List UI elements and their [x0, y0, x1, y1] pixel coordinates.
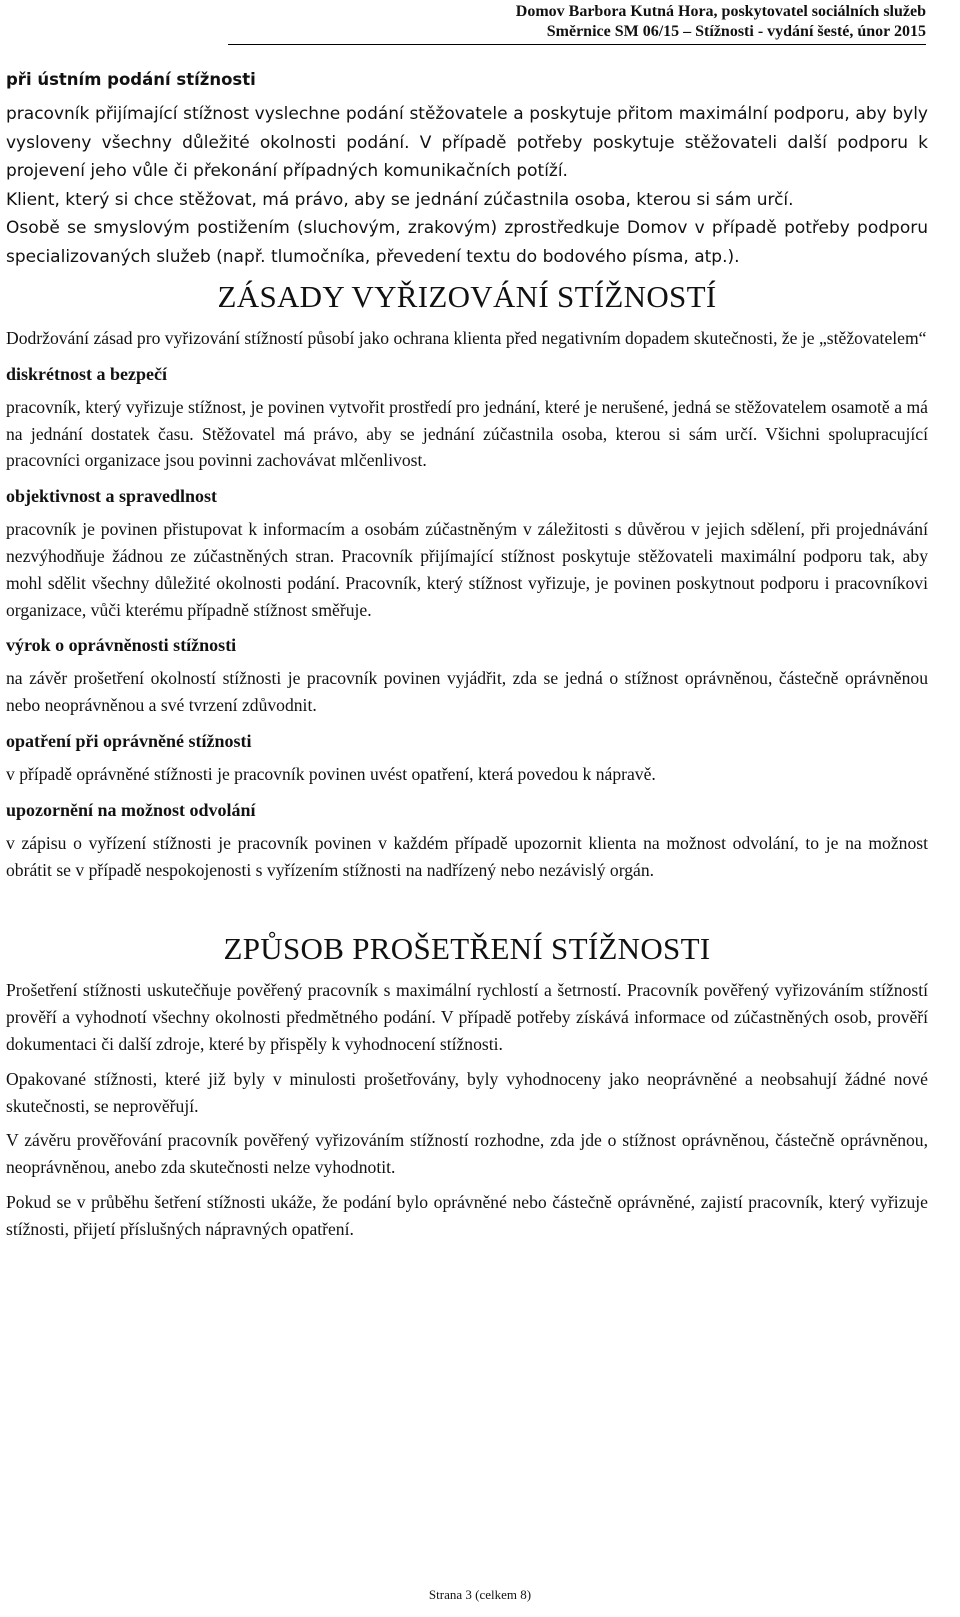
principle-heading-objectivity: objektivnost a spravedlnost: [6, 486, 218, 507]
oral-paragraph-2: Klient, který si chce stěžovat, má právo, aby se jednání zúčastnila osoba, kterou si sám určí.: [6, 189, 794, 210]
principle-text-measures: v případě oprávněné stížnosti je pracovník povinen uvést opatření, která povedou k nápravě.: [6, 763, 656, 784]
principle-text-appeal: v zápisu o vyřízení stížnosti je pracovník povinen v každém případě upozornit klienta na možnost odvolání, to je na možnost obrátit se v případě nespokojenosti s vyřízením stížnosti na nadřízený nebo nezávislý orgán.: [6, 832, 928, 880]
principle-heading-measures: opatření při oprávněné stížnosti: [6, 730, 252, 751]
principle-text-discretion: pracovník, který vyřizuje stížnost, je povinen vytvořit prostředí pro jednání, které je nerušené, jedná se stěžovatelem osamotě a má na jednání dostatek času. Stěžovatel má právo, aby se jednání zúčastnila osoba, kterou si sám určí. Všichni spolupracující pracovníci organizace jsou povinni zachovávat mlčenlivost.: [6, 396, 928, 471]
principles-intro: Dodržování zásad pro vyřizování stížností působí jako ochrana klienta před negativním dopadem skutečnosti, že je „stěžovatelem“: [6, 328, 927, 348]
investigation-paragraph-2: Opakované stížnosti, které již byly v minulosti prošetřovány, byly vyhodnoceny jako neoprávněné a neobsahují žádné nové skutečnosti, se neprověřují.: [6, 1068, 928, 1116]
principle-heading-verdict: výrok o oprávněnosti stížnosti: [6, 635, 237, 656]
investigation-paragraph-4: Pokud se v průběhu šetření stížnosti ukáže, že podání bylo oprávněné nebo částečně oprávněné, zajistí pracovník, který vyřizuje stížnosti, přijetí příslušných nápravných opatření.: [6, 1191, 928, 1239]
principle-heading-appeal: upozornění na možnost odvolání: [6, 799, 256, 820]
oral-paragraph-1: pracovník přijímající stížnost vyslechne podání stěžovatele a poskytuje přitom maximální podporu, aby byly vysloveny všechny důležité okolnosti podání. V případě potřeby poskytuje stěžovateli další podporu k projevení jeho vůle či překonání případných komunikačních potíží.: [6, 104, 928, 181]
oral-submission-heading: při ústním podání stížnosti: [6, 70, 256, 89]
page-header: [226, 2, 926, 42]
principle-heading-discretion: diskrétnost a bezpečí: [6, 363, 167, 384]
principle-text-objectivity: pracovník je povinen přistupovat k informacím a osobám zúčastněným v záležitosti s důvěrou v jejich sdělení, při projednávání nezvýhodňuje žádnou ze zúčastněných stran. Pracovník přijímající stížnost poskytuje stěžovateli maximální podporu tak, aby mohl sdělit všechny důležité okolnosti podání. Pracovník, který stížnost vyřizuje, je povinen poskytnout podporu i pracovníkovi organizace, vůči kterému případně stížnost směřuje.: [6, 519, 928, 620]
header-directive: Směrnice SM 06/15 – Stížnosti - vydání šesté, únor 2015: [546, 23, 926, 40]
principles-title: ZÁSADY VYŘIZOVÁNÍ STÍŽNOSTÍ: [217, 279, 717, 314]
investigation-paragraph-1: Prošetření stížnosti uskutečňuje pověřený pracovník s maximální rychlostí a šetrností. Pracovník pověřený vyřizováním stížností prověří a vyhodnotí všechny okolnosti předmětného podání. V případě potřeby získává informace od zúčastněných osob, prověří dokumentaci či další zdroje, které by přispěly k vyhodnocení stížnosti.: [6, 980, 928, 1054]
document-body: [6, 68, 928, 1243]
header-organization: Domov Barbora Kutná Hora, poskytovatel sociálních služeb: [515, 3, 926, 20]
investigation-title: ZPŮSOB PROŠETŘENÍ STÍŽNOSTI: [223, 931, 711, 967]
principle-text-verdict: na závěr prošetření okolností stížnosti je pracovník povinen vyjádřit, zda se jedná o stížnost oprávněnou, částečně oprávněnou nebo neoprávněnou a své tvrzení zdůvodnit.: [6, 668, 928, 716]
header-divider: [228, 44, 926, 45]
investigation-paragraph-3: V závěru prověřování pracovník pověřený vyřizováním stížností rozhodne, zda jde o stížnost oprávněnou, částečně oprávněnou, neoprávněnou, anebo zda skutečnosti nelze vyhodnotit.: [6, 1130, 928, 1178]
page-number: Strana 3 (celkem 8): [428, 1587, 532, 1602]
oral-paragraph-3: Osobě se smyslovým postižením (sluchovým, zrakovým) zprostředkuje Domov v případě potřeby podporu specializovaných služeb (např. tlumočníka, převedení textu do bodového písma, atp.).: [6, 218, 928, 267]
